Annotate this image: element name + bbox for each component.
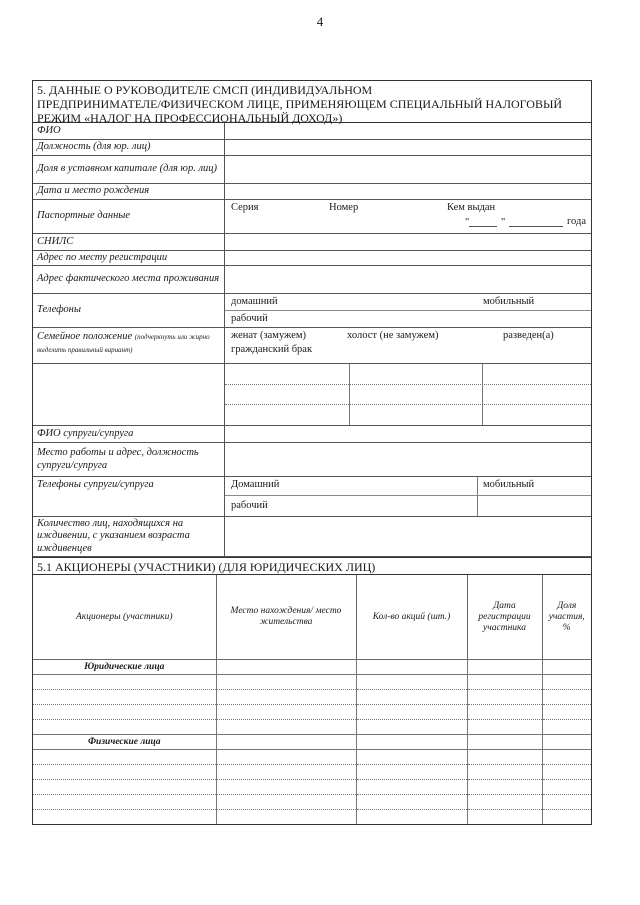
table-cell[interactable] (216, 690, 356, 705)
table-cell[interactable] (467, 675, 542, 690)
table-cell[interactable] (467, 720, 542, 735)
table-cell[interactable] (33, 750, 216, 765)
spouse-phone-home-label: Домашний (231, 479, 280, 490)
table-cell[interactable] (542, 690, 591, 705)
row-snils (33, 234, 591, 251)
table-cell[interactable] (356, 690, 467, 705)
table-cell[interactable] (467, 660, 542, 675)
table-cell[interactable] (216, 780, 356, 795)
table-cell[interactable] (33, 810, 216, 825)
share-label: Доля в уставном капитале (для юр. лиц) (33, 156, 225, 183)
table-cell[interactable] (33, 690, 216, 705)
row-birth (33, 184, 591, 200)
table-cell[interactable] (542, 795, 591, 810)
birth-label: Дата и место рождения (33, 184, 225, 199)
table-cell[interactable] (216, 735, 356, 750)
table-cell[interactable] (216, 660, 356, 675)
table-cell[interactable] (542, 765, 591, 780)
row-spouse-phones (33, 477, 591, 517)
table-cell[interactable] (216, 750, 356, 765)
table-cell[interactable] (356, 675, 467, 690)
passport-date-quote-open: " (465, 217, 470, 228)
spouse-work-label: Место работы и адрес, должность супруги/супруга (33, 443, 225, 476)
spouse-phone-work-label: рабочий (231, 500, 268, 511)
row-fio (33, 123, 591, 140)
passport-year-label: года (567, 216, 586, 227)
table-row (33, 795, 591, 810)
spouse-phones-vline (477, 477, 478, 516)
table-cell[interactable] (542, 660, 591, 675)
table-cell[interactable] (216, 765, 356, 780)
row-spouse-work (33, 443, 591, 477)
col-location: Место нахождения/ место жительства (216, 575, 356, 660)
table-cell[interactable] (467, 750, 542, 765)
actual-address-label: Адрес фактического места проживания (33, 266, 225, 293)
section-5-title-line1: 5. ДАННЫЕ О РУКОВОДИТЕЛЕ СМСП (ИНДИВИДУАЛЬНОМ (37, 83, 373, 97)
phones-label: Телефоны (33, 294, 225, 327)
table-cell[interactable] (356, 765, 467, 780)
spouse-fio-label: ФИО супруги/супруга (33, 426, 225, 442)
section-5-title (33, 81, 591, 123)
table-cell[interactable] (356, 735, 467, 750)
table-row (33, 675, 591, 690)
row-spouse-fio (33, 426, 591, 443)
dependents-field[interactable] (225, 517, 591, 556)
table-cell[interactable] (542, 735, 591, 750)
table-cell[interactable] (467, 795, 542, 810)
table-cell[interactable] (542, 780, 591, 795)
blank-grid-field[interactable] (225, 364, 591, 425)
passport-month-line (509, 226, 563, 227)
marital-option-civil[interactable]: гражданский брак (231, 344, 313, 355)
table-cell[interactable] (467, 765, 542, 780)
passport-date-quote-close: " (501, 217, 506, 228)
group-legal-entities (33, 660, 591, 675)
group-individuals (33, 735, 591, 750)
legal-entities-label: Юридические лица (33, 660, 216, 675)
table-cell[interactable] (216, 675, 356, 690)
table-cell[interactable] (356, 660, 467, 675)
col-shares-count: Кол-во акций (шт.) (356, 575, 467, 660)
table-cell[interactable] (356, 795, 467, 810)
table-row (33, 765, 591, 780)
table-cell[interactable] (33, 675, 216, 690)
row-position (33, 140, 591, 156)
blank-grid-line-2 (225, 404, 591, 405)
table-cell[interactable] (467, 705, 542, 720)
row-reg-address (33, 251, 591, 266)
row-marital (33, 328, 591, 364)
table-row (33, 780, 591, 795)
snils-label: СНИЛС (33, 234, 225, 250)
table-cell[interactable] (542, 750, 591, 765)
passport-day-line (469, 226, 497, 227)
spouse-work-field[interactable] (225, 443, 591, 476)
spouse-phones-divider (225, 495, 591, 496)
row-share (33, 156, 591, 184)
marital-option-married[interactable]: женат (замужем) (231, 330, 306, 341)
spouse-phones-label: Телефоны супруги/супруга (33, 477, 225, 516)
passport-number-label: Номер (329, 202, 359, 213)
passport-issued-label: Кем выдан (447, 202, 496, 213)
snils-field[interactable] (225, 234, 591, 250)
spouse-phone-mobile-label: мобильный (483, 479, 535, 490)
individuals-label: Физические лица (33, 735, 216, 750)
table-cell[interactable] (33, 795, 216, 810)
marital-note: (подчеркнуть или жирно выделить правильный вариант) (37, 333, 210, 354)
table-cell[interactable] (356, 705, 467, 720)
table-cell[interactable] (33, 705, 216, 720)
blank-grid-vline-1 (349, 364, 350, 425)
fio-field[interactable] (225, 123, 591, 139)
table-cell[interactable] (33, 765, 216, 780)
passport-label: Паспортные данные (33, 200, 225, 233)
marital-option-single[interactable]: холост (не замужем) (347, 330, 439, 341)
actual-address-field[interactable] (225, 266, 591, 293)
passport-field[interactable] (225, 200, 591, 233)
page-number: 4 (316, 14, 324, 29)
section-51-title: 5.1 АКЦИОНЕРЫ (УЧАСТНИКИ) (ДЛЯ ЮРИДИЧЕСКИХ ЛИЦ) (33, 557, 591, 575)
table-cell[interactable] (33, 720, 216, 735)
table-cell[interactable] (542, 720, 591, 735)
phones-field[interactable] (225, 294, 591, 327)
marital-option-divorced[interactable]: разведен(а) (503, 330, 554, 341)
table-cell[interactable] (467, 810, 542, 825)
phone-mobile-label: мобильный (483, 296, 535, 307)
table-cell[interactable] (33, 780, 216, 795)
birth-field[interactable] (225, 184, 591, 199)
table-cell[interactable] (216, 810, 356, 825)
spouse-fio-field[interactable] (225, 426, 591, 442)
marital-label-cell (33, 328, 225, 363)
phones-divider (225, 310, 591, 311)
position-label: Должность (для юр. лиц) (33, 140, 225, 155)
table-cell[interactable] (542, 675, 591, 690)
row-dependents (33, 517, 591, 557)
share-field[interactable] (225, 156, 591, 183)
table-row (33, 750, 591, 765)
col-shareholders: Акционеры (участники) (33, 575, 216, 660)
table-cell[interactable] (356, 780, 467, 795)
table-cell[interactable] (356, 750, 467, 765)
col-share-percent: Доля участия, % (542, 575, 591, 660)
table-row (33, 705, 591, 720)
reg-address-label: Адрес по месту регистрации (33, 251, 225, 265)
blank-grid-label (33, 364, 225, 425)
table-row (33, 690, 591, 705)
section-5-title-line2: ПРЕДПРИНИМАТЕЛЕ/ФИЗИЧЕСКОМ ЛИЦЕ, ПРИМЕНЯЮЩЕМ СПЕЦИАЛЬНЫЙ НАЛОГОВЫЙ (37, 97, 563, 111)
row-phones (33, 294, 591, 328)
table-cell[interactable] (356, 810, 467, 825)
shareholders-table (33, 575, 591, 824)
col-registration-date: Дата регистрации участника (467, 575, 542, 660)
dependents-label: Количество лиц, находящихся на иждивении, с указанием возраста иждивенцев (33, 517, 225, 556)
table-cell[interactable] (216, 720, 356, 735)
marital-field[interactable] (225, 328, 591, 363)
phone-work-label: рабочий (231, 313, 268, 324)
table-cell[interactable] (467, 735, 542, 750)
phone-home-label: домашний (231, 296, 278, 307)
table-cell[interactable] (216, 795, 356, 810)
application-form (32, 80, 592, 825)
section-5-title-line3: РЕЖИМ «НАЛОГ НА ПРОФЕССИОНАЛЬНЫЙ ДОХОД») (37, 111, 343, 125)
table-cell[interactable] (542, 810, 591, 825)
row-actual-address (33, 266, 591, 294)
table-cell[interactable] (356, 720, 467, 735)
blank-grid-vline-2 (482, 364, 483, 425)
table-cell[interactable] (467, 780, 542, 795)
table-cell[interactable] (216, 705, 356, 720)
blank-grid-line-1 (225, 384, 591, 385)
fio-label: ФИО (33, 123, 225, 139)
reg-address-field[interactable] (225, 251, 591, 265)
shareholders-header-row (33, 575, 591, 660)
position-field[interactable] (225, 140, 591, 155)
passport-series-label: Серия (231, 202, 259, 213)
table-cell[interactable] (542, 705, 591, 720)
row-passport (33, 200, 591, 234)
spouse-phones-field[interactable] (225, 477, 591, 516)
table-cell[interactable] (467, 690, 542, 705)
marital-label: Семейное положение (37, 331, 133, 342)
row-blank-grid (33, 364, 591, 426)
table-row (33, 720, 591, 735)
table-row (33, 810, 591, 825)
